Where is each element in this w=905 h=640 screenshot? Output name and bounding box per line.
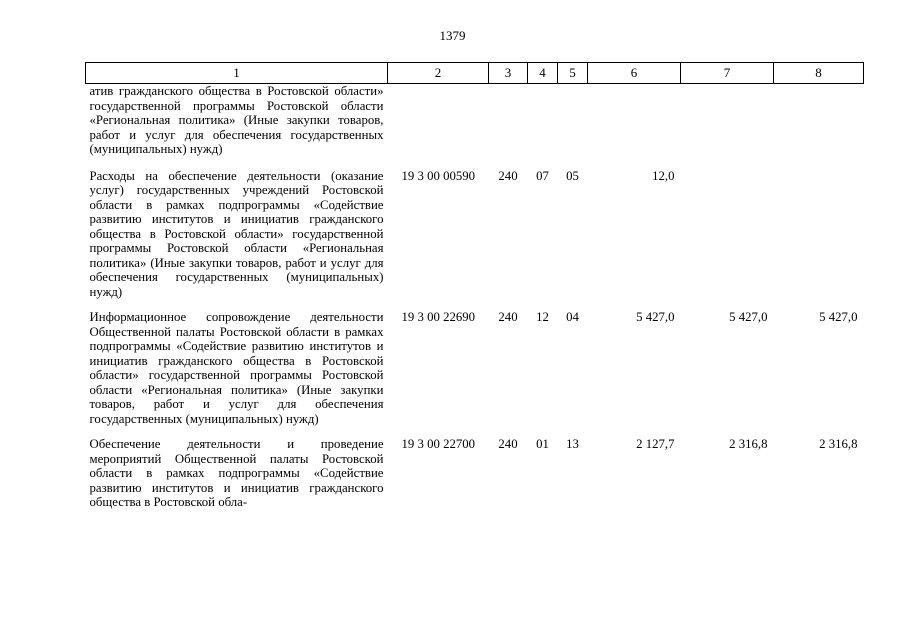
expense-description: атив гражданского общества в Ростовской области» государственной программы Ростовской области «Региональная политика» (Иные закупки товаров, работ и услуг для обеспечения государственных (муниципальных) нужд) — [89, 84, 384, 156]
amount-col-7: 5 427,0 — [729, 310, 768, 324]
amount-col-8: 2 316,8 — [819, 437, 858, 451]
amount-col-7: 2 316,8 — [729, 437, 768, 451]
section-code: 12 — [536, 310, 549, 324]
subsection-code: 04 — [566, 310, 579, 324]
amount-col-6 — [588, 84, 681, 169]
section-code: 01 — [536, 437, 549, 451]
amount-col-8 — [774, 84, 864, 169]
column-header: 2 — [388, 63, 489, 84]
expense-type-code: 240 — [498, 310, 518, 324]
amount-col-6: 12,0 — [652, 168, 675, 183]
expense-description: Расходы на обеспечение деятельности (оказание услуг) государственных учреждений Ростовской области в рамках подпрограммы «Содействие развитию институтов и инициатив гражданского общества в Ростовской области» государственной программы Ростовской области «Региональная политика» (Иные закупки товаров, работ и услуг для обеспечения государственных (муниципальных) нужд) — [89, 168, 384, 299]
expense-type-code: 240 — [498, 168, 518, 183]
target-article-code: 19 3 00 00590 — [401, 168, 476, 183]
expense-type-code: 240 — [498, 437, 518, 451]
amount-col-6: 2 127,7 — [636, 437, 675, 451]
column-header: 7 — [681, 63, 774, 84]
expense-description: Обеспечение деятельности и проведение мероприятий Общественной палаты Ростовской области в рамках подпрограммы «Содействие развитию институтов и инициатив гражданского общества в Ростовской обла- — [89, 437, 384, 509]
amount-col-7 — [681, 84, 774, 169]
amount-col-8: 5 427,0 — [819, 310, 858, 324]
section-code — [528, 84, 558, 169]
expense-type-code — [489, 84, 528, 169]
column-header: 3 — [489, 63, 528, 84]
column-header: 4 — [528, 63, 558, 84]
table-row — [86, 84, 864, 169]
page-number: 1379 — [439, 28, 466, 43]
header-row — [86, 63, 864, 84]
column-header: 5 — [558, 63, 588, 84]
section-code: 07 — [536, 168, 549, 183]
expense-description: Информационное сопровождение деятельности Общественной палаты Ростовской области в рамках подпрограммы «Содействие развитию институтов и инициатив гражданского общества в Ростовской области» государственной программы Ростовской области «Региональная политика» (Иные закупки товаров, работ и услуг для обеспечения государственных (муниципальных) нужд) — [89, 310, 384, 426]
target-article-code: 19 3 00 22700 — [401, 437, 476, 451]
subsection-code — [558, 84, 588, 169]
column-header: 1 — [86, 63, 388, 84]
amount-col-8 — [774, 169, 864, 311]
amount-col-6: 5 427,0 — [636, 310, 675, 324]
table-row — [86, 310, 864, 437]
amount-col-7 — [681, 169, 774, 311]
column-header: 8 — [774, 63, 864, 84]
table-row — [86, 437, 864, 521]
target-article-code — [388, 84, 489, 169]
subsection-code: 13 — [566, 437, 579, 451]
target-article-code: 19 3 00 22690 — [401, 310, 476, 324]
column-header: 6 — [588, 63, 681, 84]
table-row — [86, 169, 864, 311]
subsection-code: 05 — [566, 168, 579, 183]
budget-table — [85, 62, 864, 521]
